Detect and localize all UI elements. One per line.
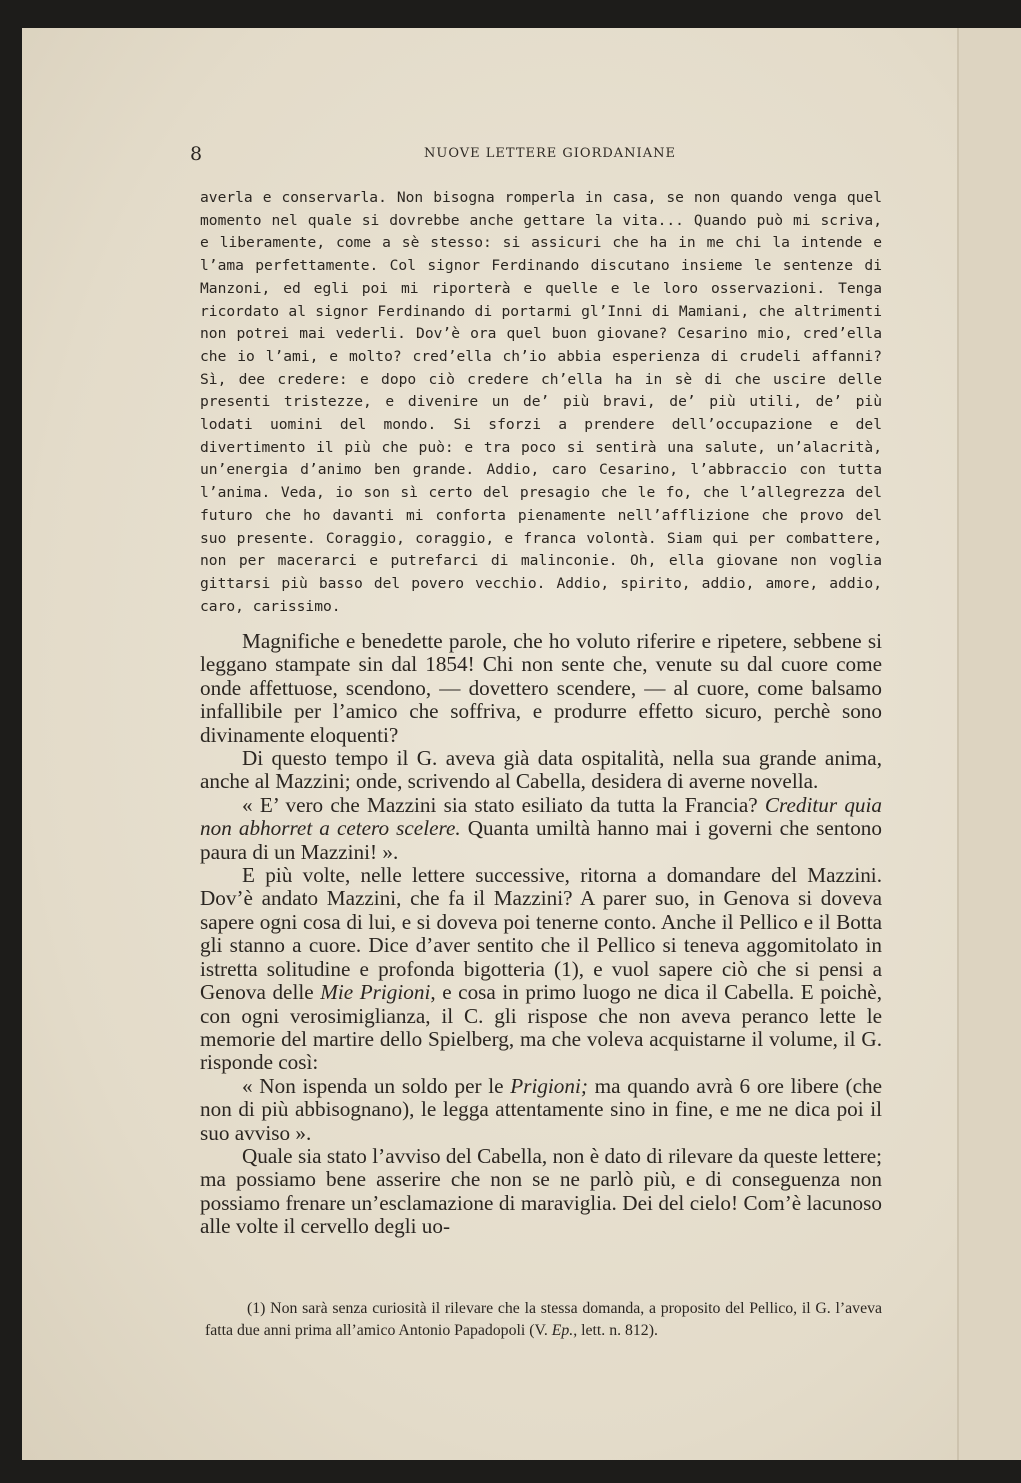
latin-quote: Creditur quia non abhorret a cetero scelere. [200,792,882,841]
text-run: (1) Non sarà senza curiosità il rilevare che la stessa domanda, a proposito del Pellico, il G. l’aveva fatta due anni prima all’amico Antonio Papadopoli (V. [205,1300,882,1339]
text-run: Magnifiche e benedette parole, che ho voluto riferire e ripetere, sebbene si leggano stampate sin dal 1854! Chi non sente che, venute su dal cuore come onde affettuose, scendono, — dovettero scendere, — al cuore, come balsamo infallibile per l’amico che soffriva, e produrre effetto sicuro, perchè sono divinamente eloquenti? [200,629,882,747]
body-paragraph [200,794,882,864]
body-paragraph [200,864,882,1075]
body-paragraph [200,747,882,794]
body-paragraph [200,630,882,747]
book-title: Mie Prigioni [320,980,431,1005]
footnote [205,1298,882,1342]
book-title: Prigioni; [510,1073,588,1098]
body-paragraph [200,1145,882,1239]
page-number: 8 [190,143,203,165]
running-title: NUOVE LETTERE GIORDANIANE [424,146,676,161]
text-run: Di questo tempo il G. aveva già data ospitalità, nella sua grande anima, anche al Mazzini; onde, scrivendo al Cabella, desidera di averne novella. [200,746,882,794]
quoted-letter [200,187,882,618]
text-run: Quale sia stato l’avviso del Cabella, non è dato di rilevare da queste lettere; ma possiamo bene asserire che non se ne parlò più, e di conseguenza non possiamo frenare un’esclamazione di maraviglia. Dei del cielo! Com’è lacunoso alle volte il cervello degli uo- [200,1143,882,1239]
adjacent-page-edge [957,28,1021,1460]
text-run: « Non ispenda un soldo per le [242,1073,511,1098]
body-paragraph [200,1075,882,1145]
text-run: ma quando avrà 6 ore libere (che non di più abbisognano), le legga attentamente sino in fine, e me ne dica poi il suo avviso ». [200,1073,882,1145]
text-run: , lett. n. 812). [573,1322,658,1339]
page-header [190,143,880,163]
footnote-text [205,1298,882,1342]
letter-paragraph: averla e conservarla. Non bisogna romperla in casa, se non quando venga quel momento nel quale si dovrebbe anche gettare la vita... Quando può mi scriva, e liberamente, come a sè stesso: si assicuri che ha in me chi la intende e l’ama perfettamente. Col signor Ferdinando discutano insieme le sentenze di Manzoni, ed egli poi mi riporterà e quelle e le loro osservazioni. Tenga ricordato al signor Ferdinando di portarmi gl’Inni di Mamiani, che altrimenti non potrei mai vederli. Dov’è ora quel buon giovane? Cesarino mio, cred’ella che io l’ami, e molto? cred’ella ch’io abbia esperienza di crudeli affanni? Sì, dee credere: e dopo ciò credere ch’ella ha in sè di che uscire delle presenti tristezze, e divenire un de’ più bravi, de’ più utili, de’ più lodati uomini del mondo. Si sforzi a prendere dell’occupazione e del divertimento il più che può: e tra poco si sentirà una salute, un’alacrità, un’energia d’animo ben grande. Addio, caro Cesarino, l’abbraccio con tutta l’anima. Veda, io son sì certo del presagio che le fo, che l’allegrezza del futuro che ho davanti mi conforta pienamente nell’afflizione che provo del suo presente. Coraggio, coraggio, e franca volontà. Siam qui per combattere, non per macerarci e putrefarci di malinconie. Oh, ella giovane non voglia gittarsi più basso del povero vecchio. Addio, spirito, addio, amore, addio, caro, carissimo. [200,189,882,615]
abbreviation: Ep. [551,1322,574,1339]
text-run: « E’ vero che Mazzini sia stato esiliato da tutta la Francia? [242,792,765,817]
text-run: , e cosa in primo luogo ne dica il Cabella. E poichè, con ogni verosimiglianza, il C. gli rispose che non aveva peranco lette le memorie del martire dello Spielberg, ma che voleva acquistarne il volume, il G. risponde così: [200,980,883,1075]
text-run: E più volte, nelle lettere successive, ritorna a domandare del Mazzini. Dov’è andato Mazzini, che fa il Mazzini? A parer suo, in Genova si doveva sapere ogni cosa di lui, e si doveva poi tenerne conto. Anche il Pellico e il Botta gli stanno a cuore. Dice d’aver sentito che il Pellico si teneva aggomitolato in istretta solitudine e profonda bigotteria (1), e vuol sapere ciò che si pensi a Genova delle [200,863,882,1005]
text-run: Quanta umiltà hanno mai i governi che sentono paura di un Mazzini! ». [200,816,882,864]
main-text [200,630,882,1239]
